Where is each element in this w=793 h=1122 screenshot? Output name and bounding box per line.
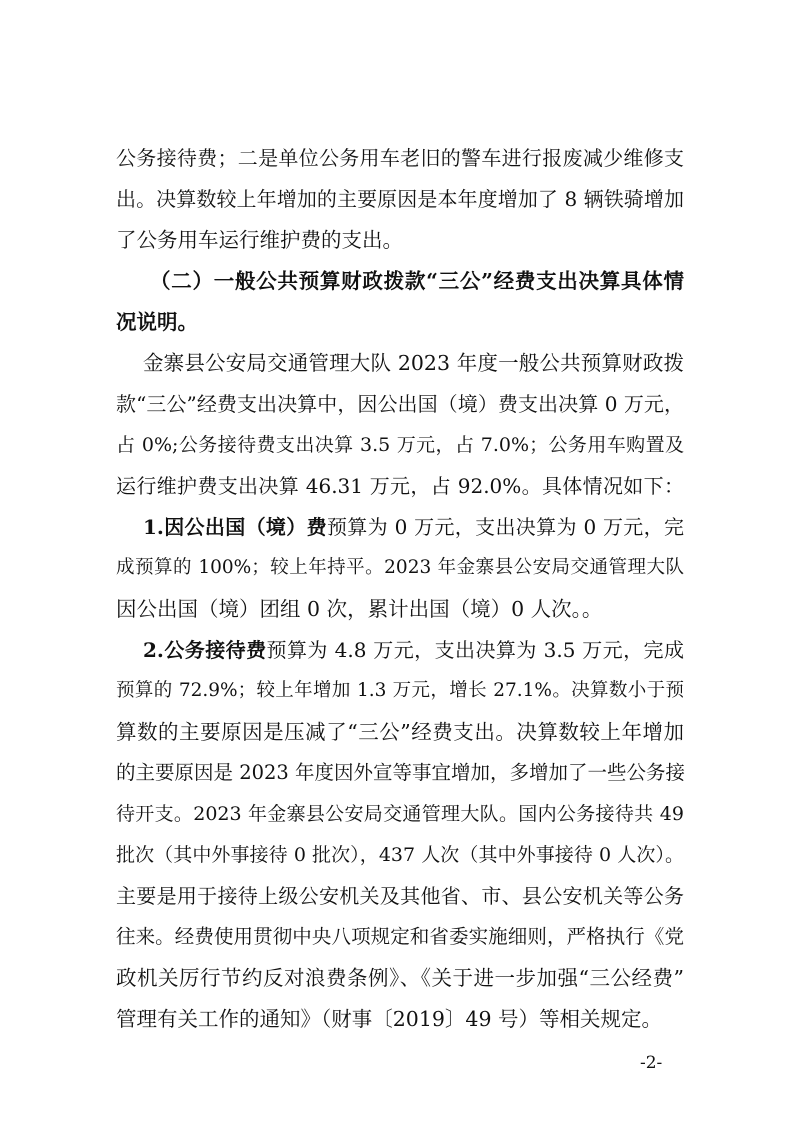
body-text-line: 因公出国（境）团组 0 次，累计出国（境）0 人次。。 xyxy=(116,597,603,621)
body-text-line: 管理有关工作的通知》（财事〔2019〕49 号）等相关规定。 xyxy=(116,1007,663,1031)
body-text-line: 款“三公”经费支出决算中，因公出国（境）费支出决算 0 万元， xyxy=(116,392,684,416)
section-heading: 况说明。 xyxy=(116,310,198,334)
body-text-line: 待开支。2023 年金寨县公安局交通管理大队。国内公务接待共 49 xyxy=(116,803,684,825)
item-1-first-line xyxy=(143,510,684,544)
body-text-line: 了公务用车运行维护费的支出。 xyxy=(116,228,403,252)
body-text-line: 公务接待费；二是单位公务用车老旧的警车进行报废减少维修支 xyxy=(116,146,684,170)
item-1-label: 1.因公出国（境）费 xyxy=(143,515,327,539)
body-text-line: 主要是用于接待上级公安机关及其他省、市、县公安机关等公务 xyxy=(116,884,684,908)
item-2-text: 预算为 4.8 万元，支出决算为 3.5 万元，完成 xyxy=(266,638,684,662)
body-text-line: 算数的主要原因是压减了“三公”经费支出。决算数较上年增加 xyxy=(116,720,684,744)
page-number: -2- xyxy=(640,1053,663,1073)
item-2-label: 2.公务接待费 xyxy=(143,638,267,662)
body-text-line: 的主要原因是 2023 年度因外宣等事宜增加，多增加了一些公务接 xyxy=(116,761,686,784)
body-text-line: 预算的 72.9%；较上年增加 1.3 万元，增长 27.1%。决算数小于预 xyxy=(116,680,684,701)
body-text-line: 往来。经费使用贯彻中央八项规定和省委实施细则，严格执行《党 xyxy=(116,925,684,948)
body-text-line: 运行维护费支出决算 46.31 万元，占 92.0%。具体情况如下： xyxy=(116,474,684,498)
item-1-text: 预算为 0 万元，支出决算为 0 万元，完 xyxy=(326,515,684,539)
item-2-first-line xyxy=(143,633,684,667)
body-text-line: 批次（其中外事接待 0 批次），437 人次（其中外事接待 0 人次）。 xyxy=(116,844,684,866)
section-heading: （二）一般公共预算财政拨款“三公”经费支出决算具体情 xyxy=(150,269,684,293)
body-text-line: 政机关厉行节约反对浪费条例》、《关于进一步加强“三公经费” xyxy=(116,966,684,990)
body-text-line: 出。决算数较上年增加的主要原因是本年度增加了 8 辆铁骑增加 xyxy=(116,187,684,211)
body-text-line: 成预算的 100%；较上年持平。2023 年金寨县公安局交通管理大队 xyxy=(116,557,684,578)
body-text-line: 金寨县公安局交通管理大队 2023 年度一般公共预算财政拨 xyxy=(143,351,684,375)
body-text-line: 占 0%;公务接待费支出决算 3.5 万元，占 7.0%；公务用车购置及 xyxy=(116,434,684,456)
